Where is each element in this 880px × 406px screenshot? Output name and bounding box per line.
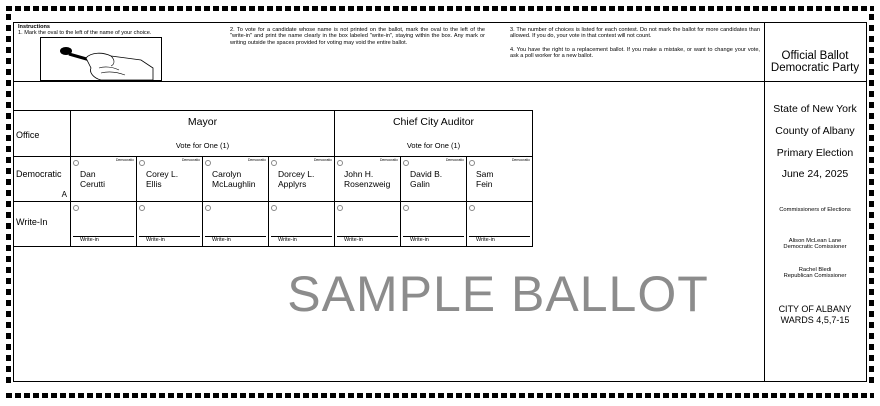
vote-oval[interactable] — [271, 160, 277, 166]
candidate-cell[interactable] — [269, 157, 335, 202]
writein-caption: Write-in — [212, 237, 231, 243]
party-label: Democratic — [16, 169, 62, 179]
candidate-cell[interactable] — [203, 157, 269, 202]
office-row-label — [14, 111, 71, 157]
writein-oval[interactable] — [73, 205, 79, 211]
instruction-3: 3. The number of choices is listed for each contest. Do not mark the ballot for more candidates than allowed. If you do, your vote in that contest will not count. — [510, 27, 760, 40]
vote-oval[interactable] — [469, 160, 475, 166]
timing-marks-top — [6, 6, 874, 11]
candidate-name: John H. Rosenzweig — [344, 169, 391, 189]
candidate-party: Democratic — [247, 158, 266, 162]
writein-oval[interactable] — [403, 205, 409, 211]
instructions-title: Instructions — [18, 24, 51, 30]
writein-caption: Write-in — [80, 237, 99, 243]
marking-example-illustration — [40, 37, 162, 81]
writein-oval[interactable] — [139, 205, 145, 211]
candidate-cell[interactable] — [137, 157, 203, 202]
writein-caption: Write-in — [344, 237, 363, 243]
official-ballot-line1: Official Ballot — [781, 50, 849, 62]
candidate-party: Democratic — [181, 158, 200, 162]
vote-oval[interactable] — [337, 160, 343, 166]
official-ballot-line2: Democratic Party — [770, 62, 860, 74]
office-label: Office — [16, 130, 40, 140]
state-label: State of New York — [773, 103, 857, 115]
writein-cell[interactable] — [203, 202, 269, 247]
instruction-1: 1. Mark the oval to the left of the name of your choice. — [18, 30, 152, 36]
commissioner-1-name: Alison McLean Lane — [788, 238, 842, 244]
candidate-cell[interactable] — [335, 157, 401, 202]
vote-oval[interactable] — [403, 160, 409, 166]
contest-auditor-title: Chief City Auditor — [392, 116, 475, 128]
candidate-name: Corey L. Ellis — [146, 169, 179, 189]
city-label: CITY OF ALBANY — [778, 304, 852, 314]
commissioner-2-name: Rachel Bledi — [798, 267, 832, 273]
writein-caption: Write-in — [476, 237, 495, 243]
writein-oval[interactable] — [337, 205, 343, 211]
party-letter: A — [61, 190, 67, 199]
candidate-cell[interactable] — [71, 157, 137, 202]
writein-cell[interactable] — [269, 202, 335, 247]
election-label: Primary Election — [776, 147, 854, 159]
timing-marks-bottom — [6, 393, 874, 398]
vote-oval[interactable] — [205, 160, 211, 166]
commissioner-1-title: Democratic Comissioner — [783, 244, 847, 250]
writein-caption: Write-in — [410, 237, 429, 243]
vote-oval[interactable] — [139, 160, 145, 166]
sidebar-divider — [764, 22, 765, 382]
candidate-party: Democratic — [115, 158, 134, 162]
timing-marks-left — [6, 14, 11, 388]
commissioners-title: Commissioners of Elections — [779, 207, 851, 213]
official-ballot-title — [766, 50, 864, 74]
writein-row-label — [14, 202, 71, 247]
hand-with-pen-icon — [41, 38, 161, 80]
contest-grid — [13, 110, 533, 247]
contest-mayor-title: Mayor — [187, 116, 218, 128]
party-row-label — [14, 157, 71, 202]
instruction-4: 4. You have the right to a replacement ballot. If you make a mistake, or want to change your vote, ask a poll worker for a new ballot. — [510, 47, 760, 60]
candidate-party: Democratic — [379, 158, 398, 162]
county-label: County of Albany — [775, 125, 855, 137]
contest-mayor — [71, 111, 335, 157]
candidate-party: Democratic — [445, 158, 464, 162]
contest-auditor — [335, 111, 533, 157]
candidate-cell[interactable] — [401, 157, 467, 202]
writein-oval[interactable] — [469, 205, 475, 211]
contest-auditor-vote-for: Vote for One (1) — [406, 141, 461, 150]
sample-ballot-watermark: SAMPLE BALLOT — [287, 266, 709, 322]
candidate-party: Democratic — [511, 158, 530, 162]
candidate-party: Democratic — [313, 158, 332, 162]
timing-marks-right — [869, 14, 874, 388]
candidate-cell[interactable] — [467, 157, 533, 202]
candidate-name: Sam Fein — [476, 169, 494, 189]
writein-cell[interactable] — [137, 202, 203, 247]
instruction-2: 2. To vote for a candidate whose name is not printed on the ballot, mark the oval to the left of the "write-in" and print the name clearly in the box labeled "write-in", staying within the box. Any mark or writing outside the spaces provided for voting may void the entire ballot. — [230, 27, 485, 46]
candidate-name: Dorcey L. Applyrs — [278, 169, 315, 189]
writein-cell[interactable] — [335, 202, 401, 247]
writein-cell[interactable] — [467, 202, 533, 247]
commissioner-2-title: Republican Comissioner — [783, 273, 847, 279]
candidate-name: David B. Galin — [410, 169, 443, 189]
writein-oval[interactable] — [271, 205, 277, 211]
candidate-name: Dan Cerutti — [80, 169, 106, 189]
vote-oval[interactable] — [73, 160, 79, 166]
candidate-name: Carolyn McLaughlin — [212, 169, 256, 189]
writein-oval[interactable] — [205, 205, 211, 211]
contest-mayor-vote-for: Vote for One (1) — [175, 141, 230, 150]
wards-label: WARDS 4,5,7-15 — [780, 315, 850, 325]
election-date: June 24, 2025 — [781, 168, 849, 180]
writein-cell[interactable] — [401, 202, 467, 247]
writein-cell[interactable] — [71, 202, 137, 247]
writein-caption: Write-in — [278, 237, 297, 243]
writein-label: Write-In — [16, 217, 48, 227]
writein-caption: Write-in — [146, 237, 165, 243]
